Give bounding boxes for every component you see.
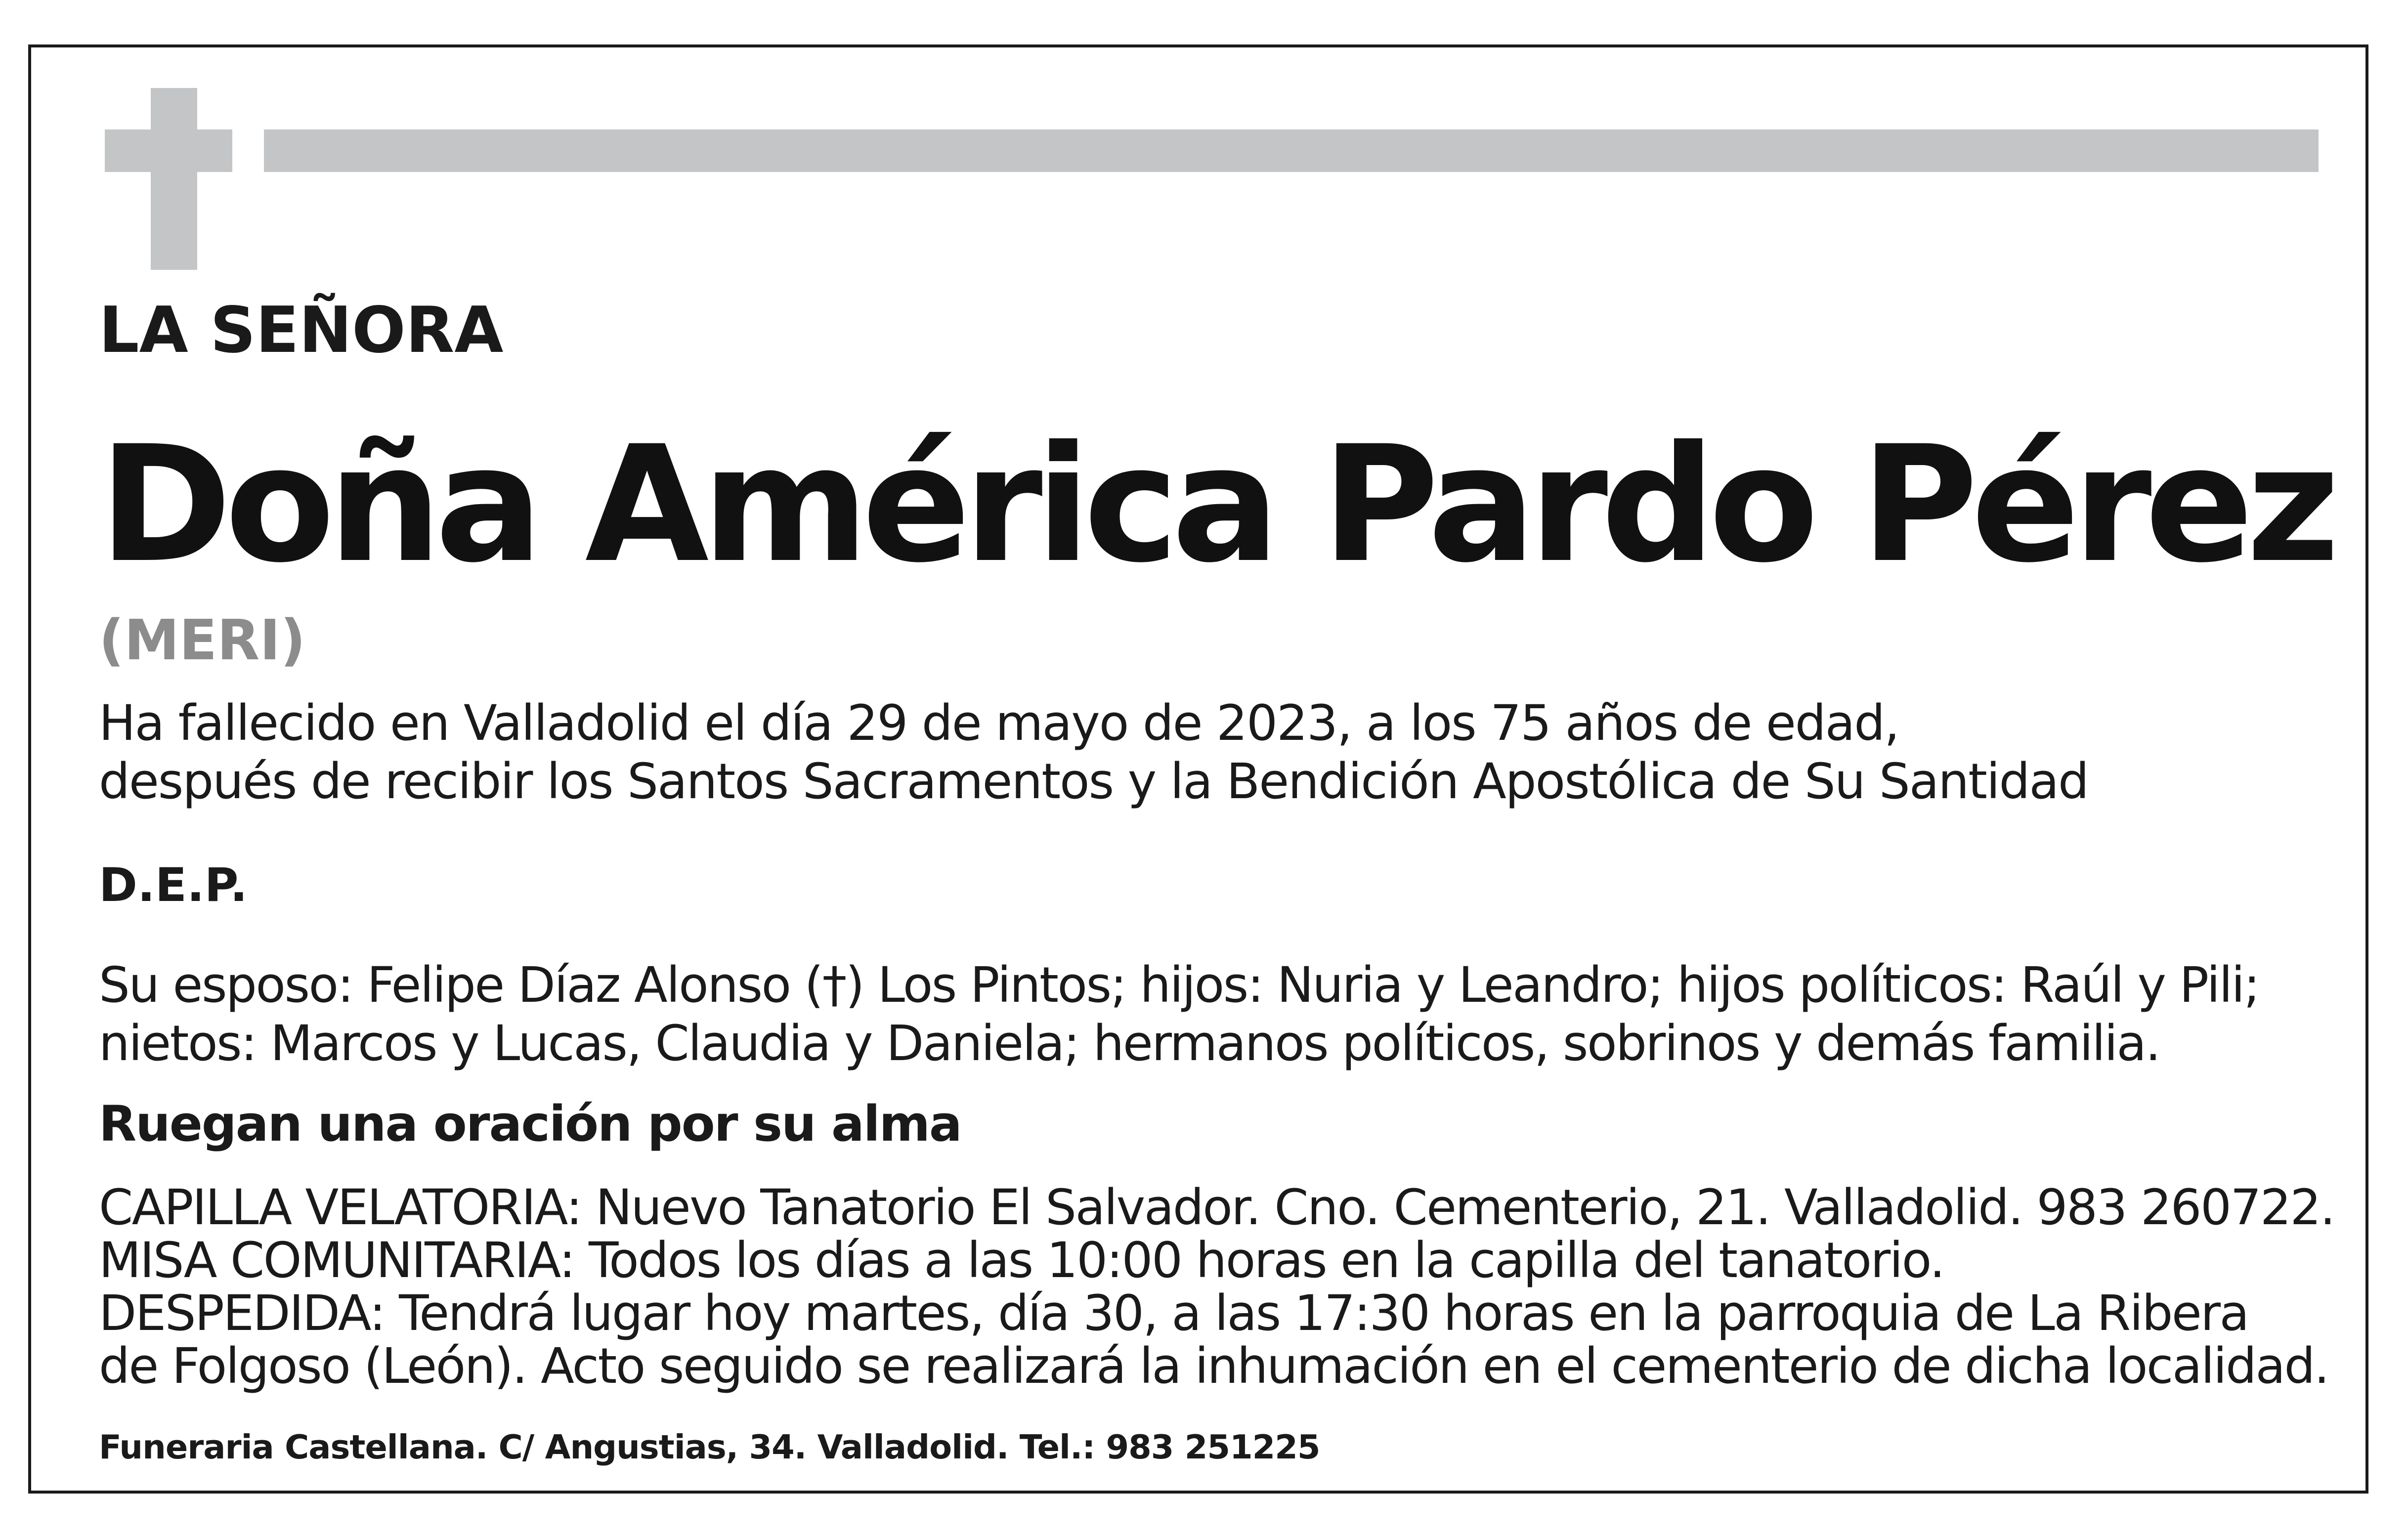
cross-icon-vertical-bar (151, 88, 197, 270)
cross-icon-horizontal-bar (105, 129, 232, 172)
family-line: Su esposo: Felipe Díaz Alonso (†) Los Pintos; hijos: Nuria y Leandro; hijos políticos: Raúl y Pili; (99, 957, 2259, 1014)
family-list (99, 956, 2259, 1073)
service-details (99, 1181, 2334, 1393)
funeral-home-footer: Funeraria Castellana. C/ Angustias, 34. Valladolid. Tel.: 983 251225 (99, 1428, 1320, 1466)
service-line-chapel: CAPILLA VELATORIA: Nuevo Tanatorio El Salvador. Cno. Cementerio, 21. Valladolid. 983 260722. (99, 1179, 2334, 1236)
family-line: nietos: Marcos y Lucas, Claudia y Daniela; hermanos políticos, sobrinos y demás familia. (99, 1015, 2160, 1072)
service-line-mass: MISA COMUNITARIA: Todos los días a las 10:00 horas en la capilla del tanatorio. (99, 1232, 1944, 1289)
rest-in-peace: D.E.P. (99, 858, 248, 912)
honorific: LA SEÑORA (99, 294, 504, 367)
service-line-burial: de Folgoso (León). Acto seguido se realizará la inhumación en el cementerio de dicha localidad. (99, 1338, 2328, 1395)
prayer-request: Ruegan una oración por su alma (99, 1096, 961, 1153)
announcement-line: después de recibir los Santos Sacramentos y la Bendición Apostólica de Su Santidad (99, 753, 2088, 810)
announcement-line: Ha fallecido en Valladolid el día 29 de mayo de 2023, a los 75 años de edad, (99, 695, 1899, 752)
death-announcement (99, 694, 2088, 811)
header-rule (264, 129, 2319, 172)
service-line-farewell: DESPEDIDA: Tendrá lugar hoy martes, día 30, a las 17:30 horas en la parroquia de La Ribera (99, 1285, 2248, 1342)
deceased-name: Doña América Pardo Pérez (99, 412, 2333, 598)
nickname: (MERI) (99, 608, 306, 673)
